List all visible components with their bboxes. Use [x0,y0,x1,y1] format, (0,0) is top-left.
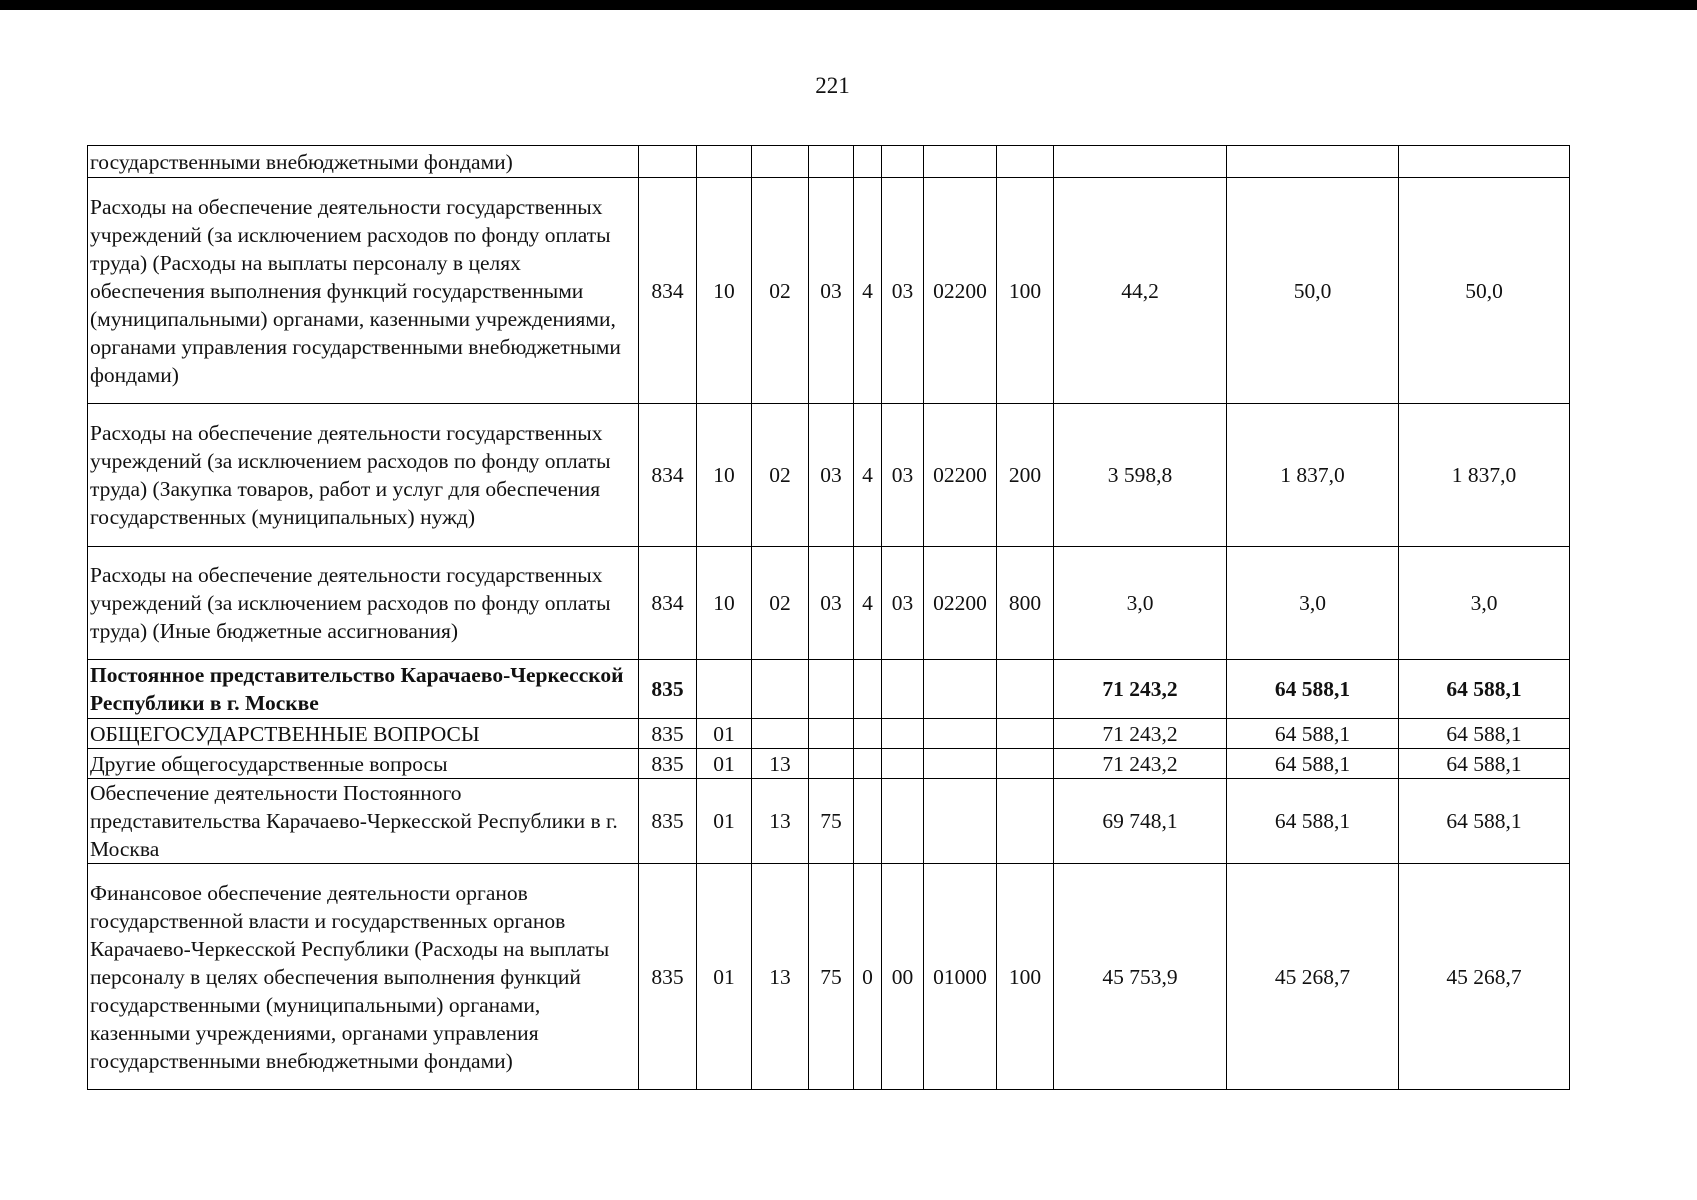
table-row [88,779,1570,864]
code-program [809,660,854,719]
amount-year-3: 3,0 [1399,547,1570,660]
code-subprogram: 0 [854,864,882,1090]
code-expense-type [997,779,1054,864]
row-description: Постоянное представительство Карачаево-Черкесской Республики в г. Москве [88,660,639,719]
code-event [882,779,924,864]
code-program: 75 [809,864,854,1090]
amount-year-2 [1227,146,1399,178]
code-section: 01 [697,719,752,749]
code-section: 10 [697,404,752,547]
code-subprogram: 4 [854,178,882,404]
code-subprogram [854,660,882,719]
amount-year-1: 45 753,9 [1054,864,1227,1090]
table-row [88,864,1570,1090]
code-section [697,660,752,719]
budget-table [87,145,1570,1090]
code-subsection [752,719,809,749]
code-subprogram [854,719,882,749]
row-description: Расходы на обеспечение деятельности государственных учреждений (за исключением расходов по фонду оплаты труда) (Расходы на выплаты персоналу в целях обеспечения выполнения функций государственными (муниципальными) органами, казенными учреждениями, органами управления государственными внебюджетными фондами) [88,178,639,404]
code-expense-type [997,749,1054,779]
amount-year-1: 71 243,2 [1054,719,1227,749]
code-direction: 01000 [924,864,997,1090]
amount-year-3: 64 588,1 [1399,749,1570,779]
page-number: 221 [815,73,850,98]
code-subprogram [854,749,882,779]
amount-year-3: 64 588,1 [1399,660,1570,719]
amount-year-2: 64 588,1 [1227,779,1399,864]
code-subsection: 02 [752,547,809,660]
code-program [809,749,854,779]
code-program [809,719,854,749]
code-direction [924,146,997,178]
row-description: Расходы на обеспечение деятельности государственных учреждений (за исключением расходов по фонду оплаты труда) (Иные бюджетные ассигнования) [88,547,639,660]
code-event [882,749,924,779]
row-description: Обеспечение деятельности Постоянного представительства Карачаево-Черкесской Республики в г. Москва [88,779,639,864]
code-subsection: 13 [752,779,809,864]
code-expense-type [997,660,1054,719]
code-program: 75 [809,779,854,864]
amount-year-2: 64 588,1 [1227,749,1399,779]
code-expense-type: 200 [997,404,1054,547]
code-ministry: 835 [639,779,697,864]
amount-year-3: 1 837,0 [1399,404,1570,547]
amount-year-3: 45 268,7 [1399,864,1570,1090]
code-expense-type: 100 [997,178,1054,404]
code-ministry: 835 [639,719,697,749]
amount-year-3 [1399,146,1570,178]
code-direction: 02200 [924,547,997,660]
code-subsection [752,660,809,719]
code-expense-type [997,146,1054,178]
code-event: 03 [882,547,924,660]
amount-year-1 [1054,146,1227,178]
amount-year-1: 71 243,2 [1054,749,1227,779]
code-subsection: 02 [752,404,809,547]
row-description: государственными внебюджетными фондами) [88,146,639,178]
code-section: 10 [697,178,752,404]
code-expense-type: 800 [997,547,1054,660]
code-subsection [752,146,809,178]
code-event: 00 [882,864,924,1090]
code-direction: 02200 [924,404,997,547]
code-ministry: 835 [639,660,697,719]
table-row [88,178,1570,404]
code-program: 03 [809,178,854,404]
table-row [88,146,1570,178]
table-row [88,719,1570,749]
table-row [88,404,1570,547]
code-ministry: 835 [639,864,697,1090]
amount-year-2: 1 837,0 [1227,404,1399,547]
amount-year-2: 64 588,1 [1227,719,1399,749]
row-description: Расходы на обеспечение деятельности государственных учреждений (за исключением расходов по фонду оплаты труда) (Закупка товаров, работ и услуг для обеспечения государственных (муниципальных) нужд) [88,404,639,547]
code-ministry: 834 [639,178,697,404]
code-ministry: 834 [639,404,697,547]
code-program: 03 [809,547,854,660]
code-expense-type: 100 [997,864,1054,1090]
table-row-organization [88,660,1570,719]
code-section: 01 [697,779,752,864]
code-subprogram: 4 [854,547,882,660]
code-subsection: 13 [752,749,809,779]
amount-year-2: 64 588,1 [1227,660,1399,719]
row-description: Финансовое обеспечение деятельности органов государственной власти и государственных органов Карачаево-Черкесской Республики (Расходы на выплаты персоналу в целях обеспечения выполнения функций государственными (муниципальными) органами, казенными учреждениями, органами управления государственными внебюджетными фондами) [88,864,639,1090]
code-direction [924,719,997,749]
code-ministry: 835 [639,749,697,779]
code-program [809,146,854,178]
amount-year-1: 3,0 [1054,547,1227,660]
code-section: 10 [697,547,752,660]
code-direction [924,779,997,864]
code-subprogram [854,146,882,178]
code-subprogram [854,779,882,864]
amount-year-1: 71 243,2 [1054,660,1227,719]
row-description: ОБЩЕГОСУДАРСТВЕННЫЕ ВОПРОСЫ [88,719,639,749]
code-event: 03 [882,404,924,547]
code-subsection: 02 [752,178,809,404]
code-subsection: 13 [752,864,809,1090]
code-event [882,719,924,749]
table-row [88,547,1570,660]
code-direction: 02200 [924,178,997,404]
code-section: 01 [697,864,752,1090]
amount-year-3: 64 588,1 [1399,719,1570,749]
code-direction [924,660,997,719]
code-program: 03 [809,404,854,547]
amount-year-2: 50,0 [1227,178,1399,404]
code-event: 03 [882,178,924,404]
code-ministry: 834 [639,547,697,660]
amount-year-2: 45 268,7 [1227,864,1399,1090]
code-ministry [639,146,697,178]
code-section: 01 [697,749,752,779]
code-event [882,660,924,719]
table-row [88,749,1570,779]
amount-year-3: 64 588,1 [1399,779,1570,864]
amount-year-1: 44,2 [1054,178,1227,404]
amount-year-1: 3 598,8 [1054,404,1227,547]
code-section [697,146,752,178]
code-expense-type [997,719,1054,749]
page-top-border [0,0,1697,10]
amount-year-2: 3,0 [1227,547,1399,660]
amount-year-3: 50,0 [1399,178,1570,404]
row-description: Другие общегосударственные вопросы [88,749,639,779]
amount-year-1: 69 748,1 [1054,779,1227,864]
code-direction [924,749,997,779]
code-subprogram: 4 [854,404,882,547]
code-event [882,146,924,178]
